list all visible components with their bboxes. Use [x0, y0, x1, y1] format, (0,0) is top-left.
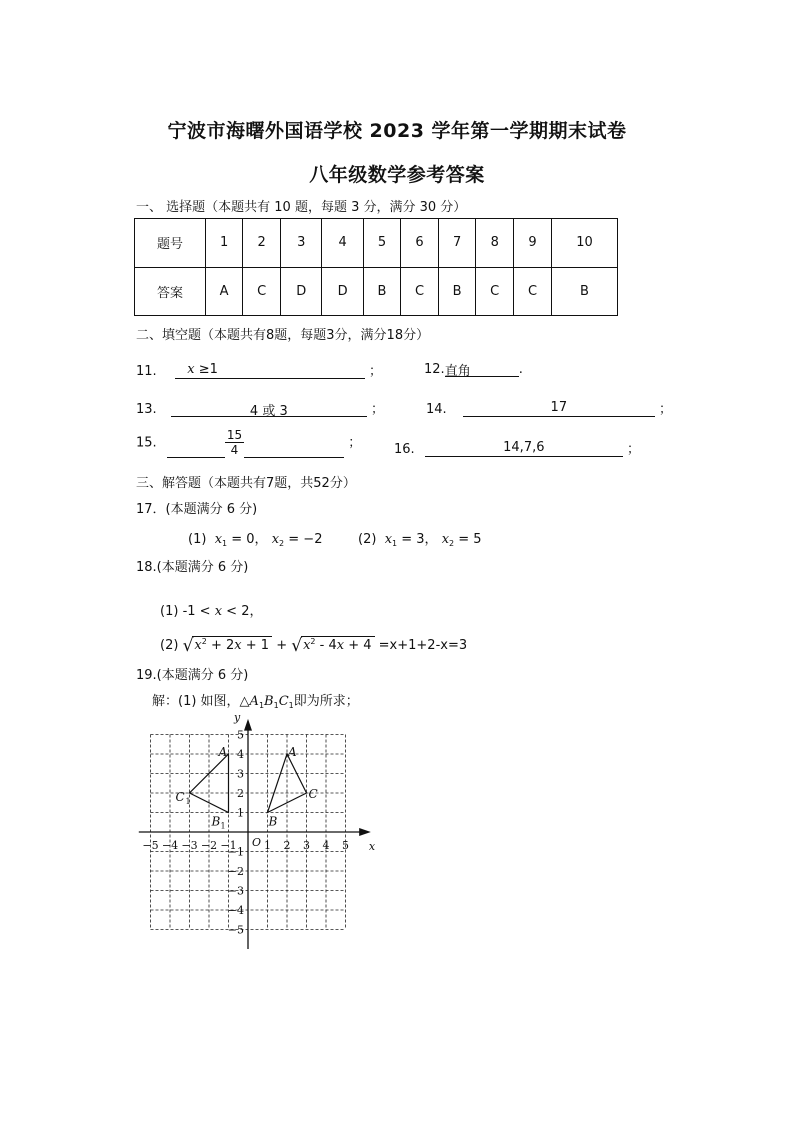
y-tick-label: −3: [227, 884, 244, 898]
q18-plus: +: [272, 638, 292, 653]
q12-answer: 直角: [445, 360, 519, 377]
section3-heading: 三、解答题（本题共有7题，共52分）: [136, 476, 356, 491]
x-tick-label: 1: [264, 839, 271, 852]
q19-title: 19.(本题满分 6 分): [136, 668, 249, 683]
question-11: [136, 360, 382, 379]
q19-tri-c: C: [278, 694, 289, 709]
q12-number: 12.: [424, 362, 445, 377]
x-tick-label: −5: [142, 839, 159, 852]
question-12: [424, 360, 523, 377]
q13-number: 13.: [136, 402, 157, 417]
sqrt1-d: + 1: [241, 638, 270, 653]
x-tick-label: 3: [303, 839, 310, 852]
table-cell: B: [552, 267, 618, 316]
q11-rest: ≥1: [194, 362, 218, 377]
point-label-a1: A: [218, 745, 228, 759]
q14-end: ；: [658, 402, 672, 417]
q18-var: x: [214, 604, 223, 619]
table-cell: 2: [243, 219, 281, 268]
q16-number: 16.: [394, 442, 415, 457]
row-label-number: 题号: [135, 219, 206, 268]
y-tick-label: −5: [227, 923, 244, 937]
table-cell: D: [322, 267, 363, 316]
table-cell: C: [514, 267, 552, 316]
y-tick-label: 1: [237, 806, 244, 820]
sqrt2-b: - 4: [315, 638, 337, 653]
q19-sol-prefix: 解：(1) 如图，△: [152, 694, 250, 709]
q17-var: x: [384, 532, 393, 547]
q15-denominator: 4: [230, 443, 239, 458]
q11-number: 11.: [136, 364, 157, 379]
q17-p1-sub2: 2: [279, 539, 285, 548]
q16-end: ；: [626, 442, 640, 457]
sqrt-sign-icon: √: [291, 636, 303, 656]
x-axis-arrow-icon: [359, 828, 371, 836]
table-cell: 9: [514, 219, 552, 268]
y-axis-label: y: [234, 710, 241, 724]
table-cell: 8: [476, 219, 514, 268]
table-cell: A: [206, 267, 243, 316]
origin-label: O: [252, 836, 262, 849]
q17-p1-sub1: 1: [222, 539, 228, 548]
q19-tri-s3: 1: [288, 701, 294, 710]
q15-number: 15.: [136, 435, 157, 451]
table-cell: 5: [363, 219, 400, 268]
sqrt2-c: x: [336, 638, 345, 653]
q17-p2-sub2: 2: [449, 539, 455, 548]
table-cell: 6: [401, 219, 439, 268]
x-tick-label: −2: [200, 839, 218, 852]
x-tick-label: −4: [161, 839, 179, 852]
q13-answer: 4 或 3: [171, 400, 367, 417]
y-tick-label: 2: [237, 787, 244, 800]
exam-title: 宁波市海曙外国语学校 2023 学年第一学期期末试卷: [167, 120, 627, 142]
section1-heading: 一、 选择题（本题共有 10 题，每题 3 分，满分 30 分）: [136, 200, 467, 215]
axes: [139, 719, 371, 949]
q17-p2-sub1: 1: [392, 539, 398, 548]
q15-fraction: [225, 428, 244, 458]
q17-part1: [188, 528, 322, 548]
table-cell: 10: [552, 219, 618, 268]
point-labels: [176, 745, 318, 831]
y-tick-label: −4: [227, 904, 244, 917]
tick-labels: [142, 711, 376, 937]
table-cell: C: [476, 267, 514, 316]
q17-part2: [358, 528, 482, 548]
y-tick-label: −1: [227, 845, 244, 859]
point-label-b1: B: [211, 814, 221, 829]
q17-var: x: [271, 532, 280, 547]
y-tick-label: −2: [227, 865, 244, 878]
x-axis-label: x: [368, 840, 376, 853]
y-tick-label: 5: [237, 728, 244, 742]
q14-answer: 17: [463, 400, 655, 417]
question-16: [394, 438, 640, 457]
question-14: [426, 398, 672, 417]
q16-answer: 14,7,6: [425, 440, 623, 457]
q18-part2: [160, 636, 467, 656]
triangle-abc: [268, 754, 307, 813]
point-label-a: A: [288, 745, 297, 759]
q15-numerator: 15: [226, 428, 243, 442]
exam-subtitle: 八年级数学参考答案: [309, 164, 485, 186]
y-axis-arrow-icon: [244, 719, 252, 731]
q18-p2-label: (2): [160, 638, 179, 653]
table-cell: 3: [281, 219, 322, 268]
q13-end: ；: [370, 402, 384, 417]
sqrt-expression-1: [192, 636, 272, 653]
q17-p2-label: (2): [358, 532, 377, 547]
q19-solution: [152, 690, 359, 710]
q19-tri-s2: 1: [273, 701, 279, 710]
point-label-b1-sub: 1: [220, 821, 226, 831]
point-label-c1: C: [175, 790, 185, 804]
triangle-a1b1c1: [190, 754, 229, 813]
table-cell: 1: [206, 219, 243, 268]
table-cell: C: [401, 267, 439, 316]
q18-title: 18.(本题满分 6 分): [136, 560, 249, 575]
table-cell: C: [243, 267, 281, 316]
sqrt2-a: x: [303, 638, 311, 653]
x-tick-label: 5: [342, 839, 349, 852]
table-cell: 7: [439, 219, 476, 268]
sqrt1-b: + 2: [206, 638, 235, 653]
sqrt1-c: x: [234, 638, 242, 653]
sqrt2-exp: 2: [310, 637, 316, 646]
point-label-c: C: [308, 787, 318, 801]
q11-var: x: [187, 362, 195, 377]
answer-table: [134, 218, 618, 316]
x-tick-label: −1: [220, 839, 237, 852]
coordinate-graph: [142, 710, 390, 952]
q19-tri-a: A: [249, 694, 259, 709]
table-row-answers: [135, 267, 618, 316]
x-tick-label: −3: [181, 839, 198, 852]
q17-var: x: [214, 532, 223, 547]
table-cell: B: [439, 267, 476, 316]
q11-end: ；: [368, 364, 382, 379]
q17-p2-val2: = 5: [454, 532, 482, 547]
q18-part1: [160, 600, 262, 619]
q11-answer: [175, 362, 365, 379]
q17-title: 17．(本题满分 6 分): [136, 502, 258, 517]
q17-p1-val1: = 0，: [227, 532, 268, 547]
q18-p1-label: (1): [160, 604, 179, 619]
q19-tri-b: B: [264, 694, 274, 709]
sqrt-expression-2: [301, 636, 374, 653]
x-tick-label: 4: [322, 839, 330, 852]
row-label-answer: 答案: [135, 267, 206, 316]
q17-p1-label: (1): [188, 532, 207, 547]
q14-number: 14.: [426, 402, 447, 417]
q18-p1-right: < 2，: [222, 604, 263, 619]
question-13: [136, 398, 384, 417]
table-cell: 4: [322, 219, 363, 268]
sqrt1-a: x: [194, 638, 202, 653]
table-row-numbers: [135, 219, 618, 268]
q17-var: x: [441, 532, 450, 547]
q15-end: ；: [348, 435, 362, 451]
point-label-c1-sub: 1: [185, 797, 191, 806]
q12-end: .: [518, 362, 523, 377]
q17-p2-val1: = 3，: [397, 532, 438, 547]
q18-p2-result: =x+1+2-x=3: [374, 638, 468, 653]
section2-heading: 二、填空题（本题共有8题，每题3分，满分18分）: [136, 328, 430, 343]
table-cell: D: [281, 267, 322, 316]
question-15: [136, 428, 361, 458]
q15-blank-right: [244, 441, 344, 458]
sqrt1-exp: 2: [201, 637, 207, 646]
point-label-b: B: [268, 814, 278, 829]
x-tick-label: 2: [283, 839, 291, 852]
q19-sol-suffix: 即为所求；: [293, 694, 359, 709]
sqrt-sign-icon: √: [182, 636, 194, 656]
y-tick-label: 3: [237, 767, 244, 781]
q15-blank-left: [167, 441, 225, 458]
y-tick-label: 4: [237, 748, 244, 761]
q18-p1-left: -1 <: [182, 604, 215, 619]
table-cell: B: [363, 267, 400, 316]
sqrt2-d: + 4: [344, 638, 372, 653]
q17-p1-val2: = −2: [284, 532, 323, 547]
q19-tri-s1: 1: [258, 701, 265, 710]
